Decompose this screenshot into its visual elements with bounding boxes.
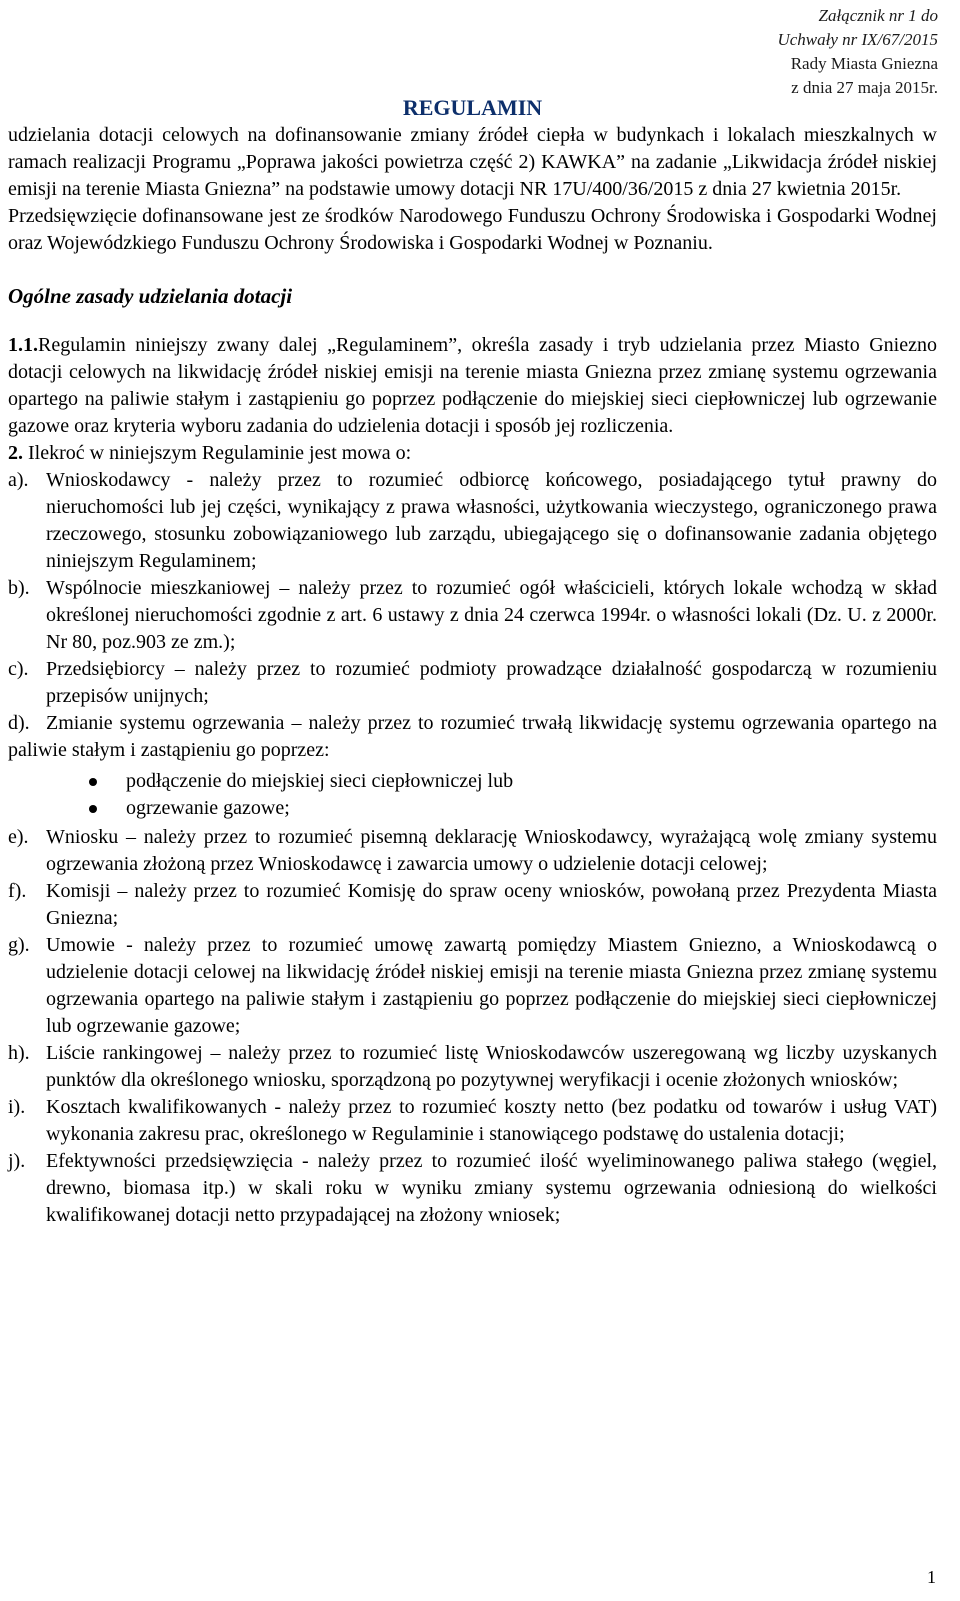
definition-text: Efektywności przedsięwzięcia - należy przez to rozumieć ilość wyeliminowanego paliwa stałego (węgiel, drewno, biomasa itp.) w skali roku w wyniku zmiany systemu ogrzewania odniesioną do wielkości kwalifikowanej dotacji netto przypadającej na złożony wniosek;: [46, 1150, 937, 1226]
bullet-icon: [89, 778, 97, 786]
definition-d: [8, 710, 937, 764]
definition-text: Zmianie systemu ogrzewania – należy przez to rozumieć trwałą likwidację systemu ogrzewania opartego na paliwie stałym i zastąpieniu go poprzez:: [8, 712, 937, 761]
section-heading: Ogólne zasady udzielania dotacji: [8, 284, 293, 308]
definition-label: e).: [8, 826, 29, 848]
paragraph-1-text: Regulamin niniejszy zwany dalej „Regulaminem”, określa zasady i tryb udzielania przez Miasto Gniezno dotacji celowych na likwidację źródeł niskiej emisji na terenie miasta Gniezna przez zmianę systemu ogrzewania opartego na paliwie stałym i zastąpieniu go poprzez podłączenie do miejskiej sieci ciepłowniczej lub ogrzewanie gazowe oraz kryteria wyboru zadania do udzielenia dotacji i sposób jej rozliczenia.: [8, 334, 937, 437]
paragraph-2: [8, 440, 937, 467]
page-number: 1: [927, 1567, 936, 1587]
definition-label: b).: [8, 577, 30, 599]
definition-text: Liście rankingowej – należy przez to rozumieć listę Wnioskodawców uszeregowaną wg liczby uzyskanych punktów dla określonego wniosku, sporządzoną po pozytywnej weryfikacji i ocenie złożonych wniosków;: [46, 1042, 937, 1091]
definition-label: i).: [8, 1096, 26, 1118]
document-title: REGULAMIN: [402, 95, 543, 120]
definition-label: a).: [8, 469, 29, 491]
paragraph-1-number: 1.1.: [8, 334, 38, 356]
bullet-list: [8, 768, 937, 822]
definition-label: g).: [8, 934, 30, 956]
definition-text: Wnioskodawcy - należy przez to rozumieć odbiorcę końcowego, posiadającego tytuł prawny do nieruchomości lub jej części, wynikający z prawa własności, użytkowania wieczystego, ograniczonego prawa rzeczowego, stosunku zobowiązaniowego lub zarządu, ubiegającego się o dofinansowanie zadania objętego niniejszym Regulaminem;: [46, 469, 937, 572]
definition-e: [8, 824, 937, 878]
definition-text: Wspólnocie mieszkaniowej – należy przez to rozumieć ogół właścicieli, których lokale wchodzą w skład określonej nieruchomości zgodnie z art. 6 ustawy z dnia 24 czerwca 1994r. o własności lokali (Dz. U. z 2000r. Nr 80, poz.903 ze zm.);: [46, 577, 937, 653]
definition-text: Przedsiębiorcy – należy przez to rozumieć podmioty prowadzące działalność gospodarczą w rozumieniu przepisów unijnych;: [46, 658, 937, 707]
annex-line-2: Uchwały nr IX/67/2015: [777, 30, 938, 49]
bullet-item: [8, 795, 937, 822]
annex-note: [777, 4, 938, 100]
definition-b: [8, 575, 937, 656]
definition-label: c).: [8, 658, 29, 680]
definition-label: d).: [8, 712, 30, 734]
definition-text: Kosztach kwalifikowanych - należy przez to rozumieć koszty netto (bez podatku od towarów i usług VAT) wykonania zakresu prac, określonego w Regulaminie i stanowiącego podstawę do ustalenia dotacji;: [46, 1096, 937, 1145]
definition-c: [8, 656, 937, 710]
document-body: [8, 94, 937, 1229]
definition-f: [8, 878, 937, 932]
definition-g: [8, 932, 937, 1040]
definition-a: [8, 467, 937, 575]
definition-label: f).: [8, 880, 27, 902]
bullet-icon: [89, 805, 97, 813]
definition-j: [8, 1148, 937, 1229]
document-subtitle: udzielania dotacji celowych na dofinansowanie zmiany źródeł ciepła w budynkach i lokalach mieszkalnych w ramach realizacji Programu „Poprawa jakości powietrza część 2) KAWKA” na zadanie „Likwidacja źródeł niskiej emisji na terenie Miasta Gniezna” na podstawie umowy dotacji NR 17U/400/36/2015 z dnia 27 kwietnia 2015r.: [8, 124, 937, 200]
paragraph-1: [8, 332, 937, 440]
definition-text: Wniosku – należy przez to rozumieć pisemną deklarację Wnioskodawcy, wyrażającą wolę zmiany systemu ogrzewania złożoną przez Wnioskodawcę i zawarcia umowy o udzielenie dotacji celowej;: [46, 826, 937, 875]
definition-label: h).: [8, 1042, 30, 1064]
bullet-text: podłączenie do miejskiej sieci ciepłowniczej lub: [126, 770, 514, 792]
annex-line-3: Rady Miasta Gniezna: [790, 54, 938, 73]
definition-text: Umowie - należy przez to rozumieć umowę zawartą pomiędzy Miastem Gniezno, a Wnioskodawcą o udzielenie dotacji celowej na likwidację źródeł niskiej emisji na terenie miasta Gniezna przez zmianę systemu ogrzewania opartego na paliwie stałym i zastąpieniu go poprzez podłączenie do miejskiej sieci ciepłowniczej lub ogrzewanie gazowe;: [46, 934, 937, 1037]
bullet-item: [8, 768, 937, 795]
paragraph-2-text: Ilekroć w niniejszym Regulaminie jest mowa o:: [23, 442, 412, 464]
annex-line-4: z dnia 27 maja 2015r.: [791, 78, 938, 97]
definition-h: [8, 1040, 937, 1094]
bullet-text: ogrzewanie gazowe;: [126, 797, 290, 819]
definition-label: j).: [8, 1150, 26, 1172]
financing-note: Przedsięwzięcie dofinansowane jest ze środków Narodowego Funduszu Ochrony Środowiska i Gospodarki Wodnej oraz Wojewódzkiego Funduszu Ochrony Środowiska i Gospodarki Wodnej w Poznaniu.: [8, 205, 937, 254]
definition-text: Komisji – należy przez to rozumieć Komisję do spraw oceny wniosków, powołaną przez Prezydenta Miasta Gniezna;: [46, 880, 937, 929]
paragraph-2-number: 2.: [8, 442, 23, 464]
annex-line-1: Załącznik nr 1 do: [818, 6, 938, 25]
definition-i: [8, 1094, 937, 1148]
